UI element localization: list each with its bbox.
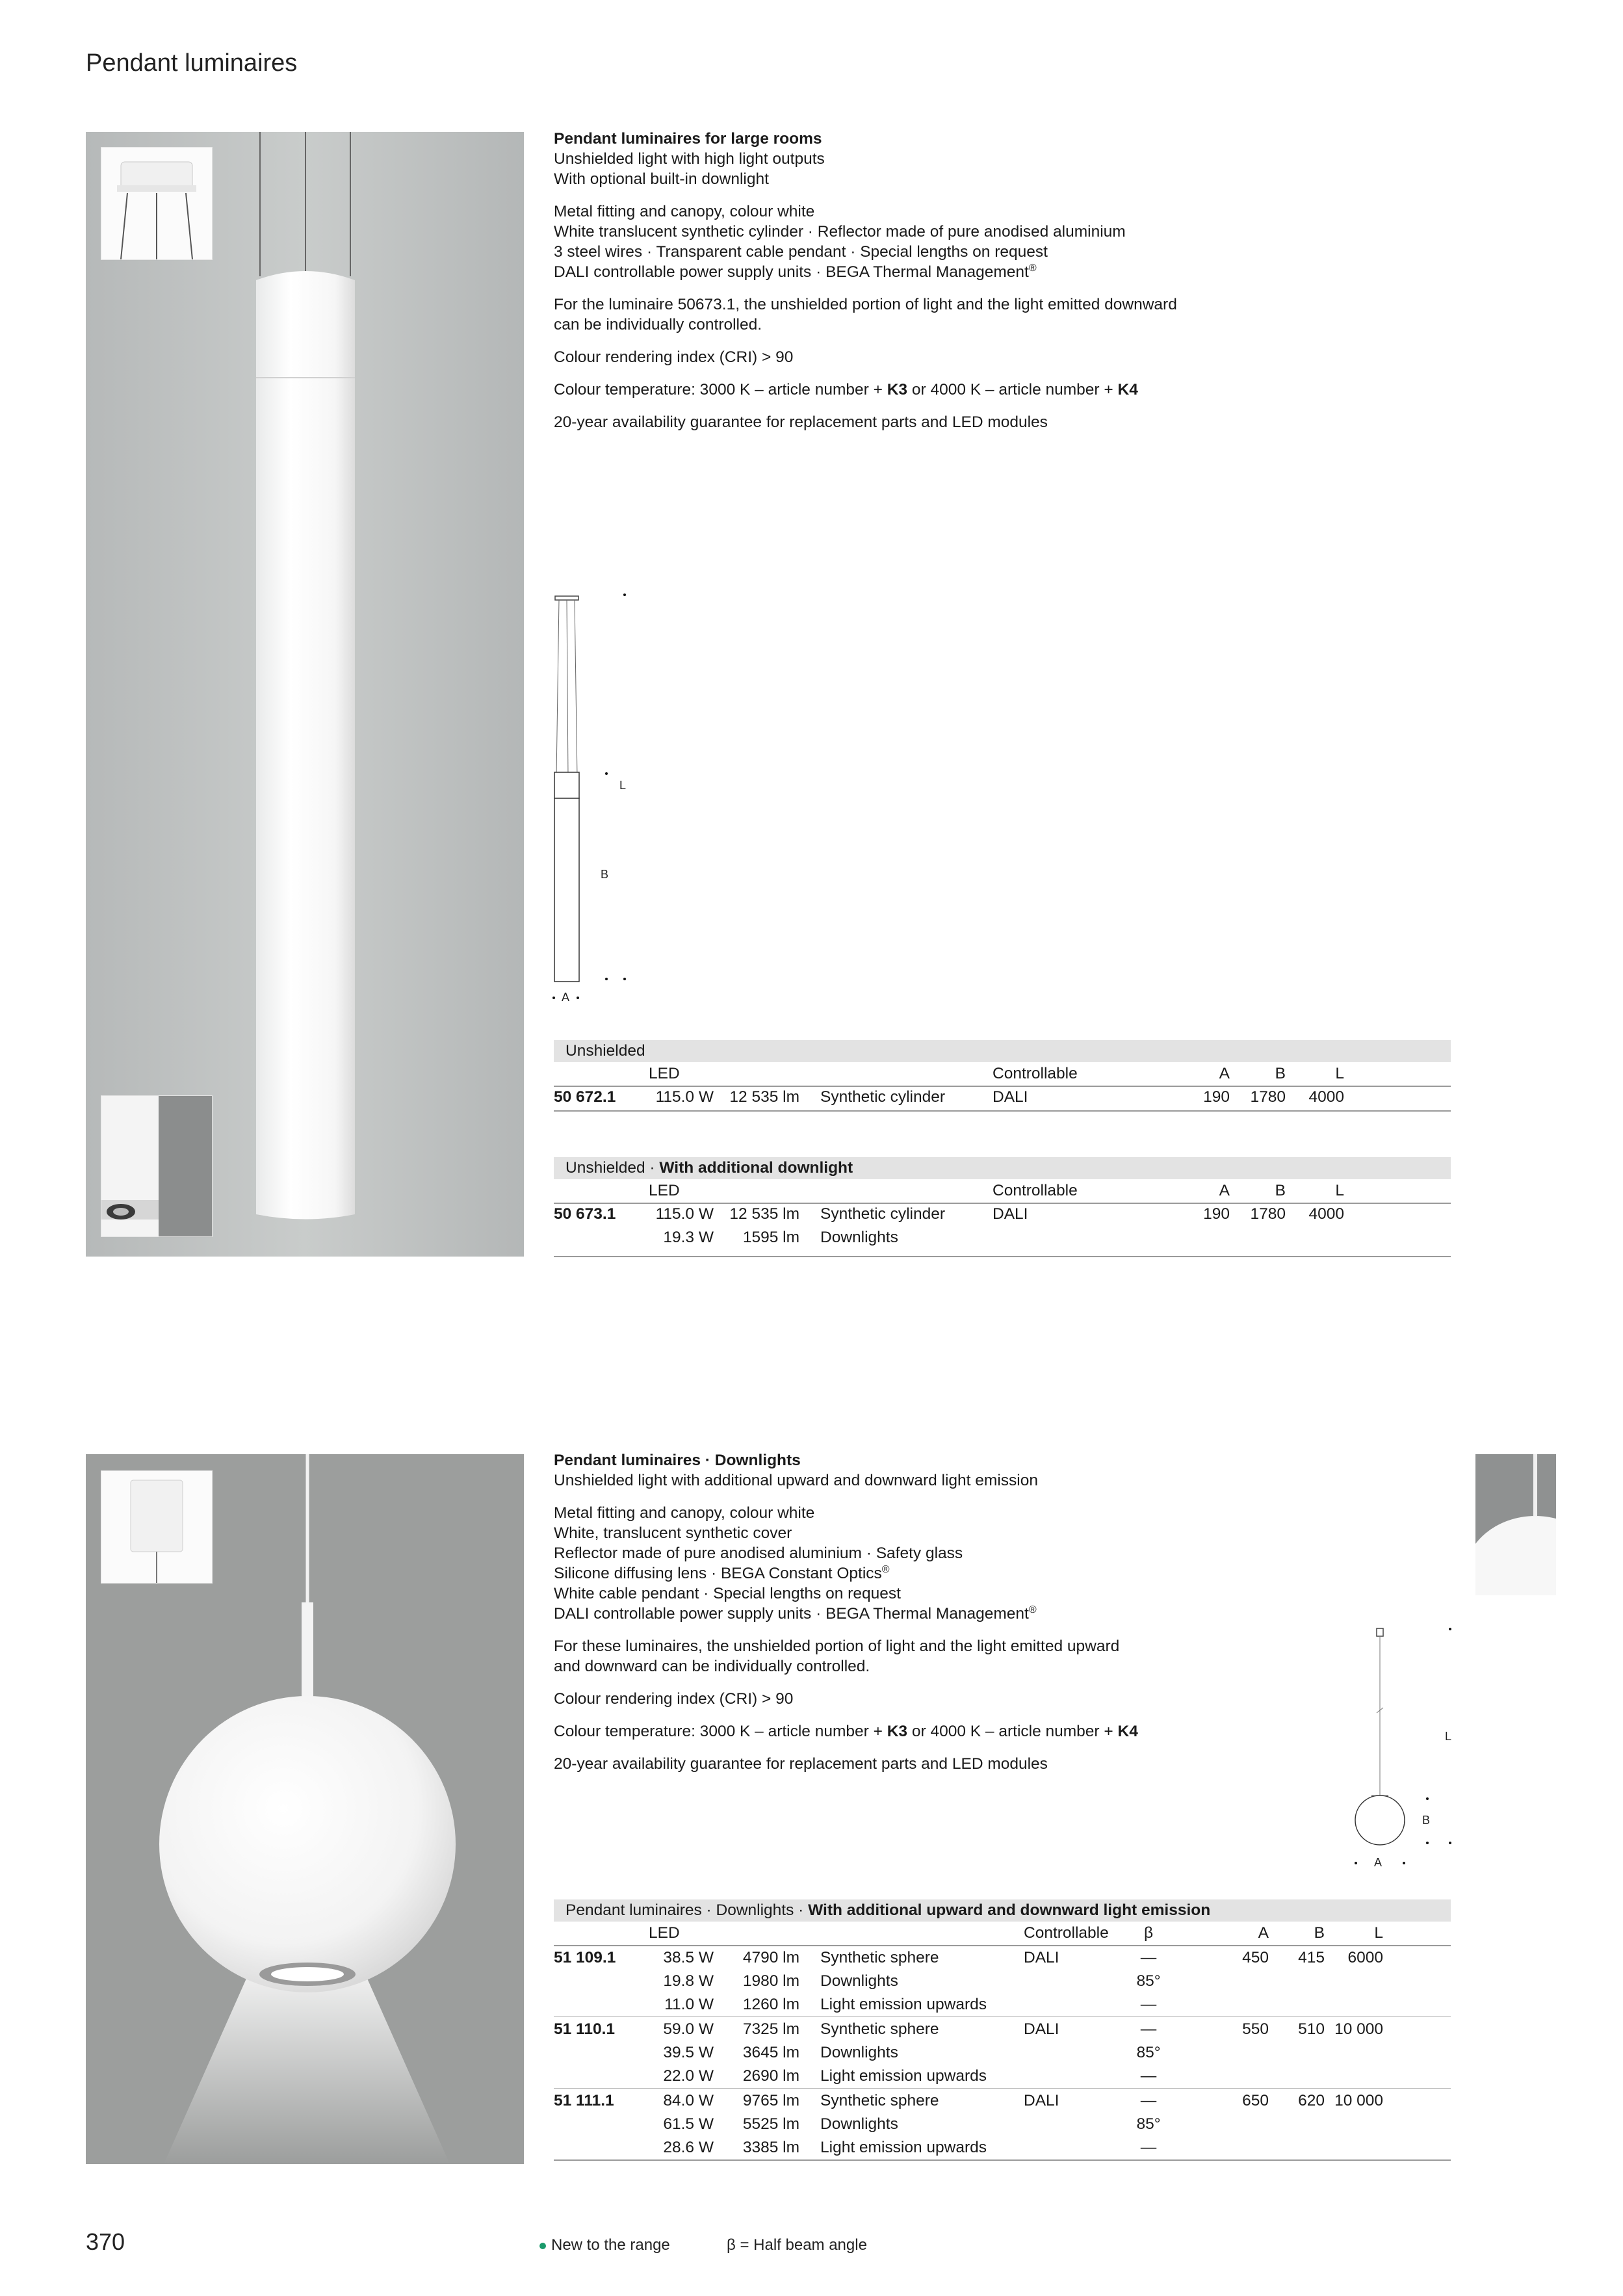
desc-line: For these luminaires, the unshielded portion of light and the light emitted upward — [554, 1637, 1120, 1655]
table-row: 19.8 W 1980 lm Downlights 85° — [663, 1972, 1161, 1990]
dim-label-a: A — [562, 991, 570, 1004]
canopy-detail-image — [101, 1470, 213, 1584]
desc-line: Reflector made of pure anodised aluminium · Safety glass — [554, 1545, 963, 1562]
desc-line: With optional built-in downlight — [554, 170, 769, 188]
product1-heading: Pendant luminaires for large rooms — [554, 130, 822, 148]
legend-beta: β = Half beam angle — [727, 2236, 867, 2254]
registered-mark: ® — [881, 1564, 890, 1575]
table-row: 39.5 W 3645 lm Downlights 85° — [663, 2044, 1161, 2061]
desc-line: Colour rendering index (CRI) > 90 — [554, 1690, 794, 1708]
dim-label-b: B — [1422, 1814, 1431, 1827]
table-divider — [554, 2088, 1451, 2089]
desc-line: Silicone diffusing lens · BEGA Constant Optics — [554, 1565, 882, 1582]
dim-label-a: A — [1374, 1856, 1383, 1869]
canopy-detail-image — [101, 147, 213, 260]
product-photo-cylinder — [86, 132, 524, 1257]
table-unshielded — [554, 1040, 1451, 1109]
dim-marker — [1426, 1797, 1429, 1800]
table-row: 11.0 W 1260 lm Light emission upwards — — [664, 1996, 1157, 2013]
desc-line: White, translucent synthetic cover — [554, 1524, 792, 1542]
desc-line: can be individually controlled. — [554, 316, 762, 333]
desc-line: White cable pendant · Special lengths on request — [554, 1585, 901, 1602]
desc-line: DALI controllable power supply units · BEGA Thermal Management — [554, 1605, 1029, 1623]
dim-label-l: L — [1445, 1730, 1452, 1743]
table-band: Unshielded — [554, 1040, 1451, 1062]
product1-description — [554, 129, 1243, 445]
dim-marker — [577, 997, 579, 999]
registered-mark: ® — [1028, 263, 1037, 274]
desc-line: Unshielded light with additional upward and downward light emission — [554, 1472, 1038, 1489]
desc-line: and downward can be individually controlled. — [554, 1658, 870, 1675]
product2-description — [554, 1450, 1243, 1786]
table-divider — [554, 2016, 1451, 2017]
desc-line: White translucent synthetic cylinder · Reflector made of pure anodised aluminium — [554, 223, 1126, 241]
desc-line: Metal fitting and canopy, colour white — [554, 203, 815, 220]
table-header-row: LED Controllable A B L — [649, 1065, 1344, 1082]
desc-line: 20-year availability guarantee for replacement parts and LED modules — [554, 1755, 1048, 1773]
dim-marker — [1355, 1862, 1357, 1864]
registered-mark: ® — [1028, 1604, 1037, 1615]
dim-label-l: L — [619, 779, 627, 792]
table-row: 22.0 W 2690 lm Light emission upwards — — [663, 2067, 1157, 2085]
dim-label-b: B — [601, 868, 609, 881]
dim-marker — [623, 978, 626, 980]
table-header-row: LED Controllable β A B L — [649, 1924, 1383, 1942]
table-row: 50 672.1 115.0 W 12 535 lm Synthetic cylinder DALI 190 1780 4000 — [554, 1088, 1344, 1106]
desc-line: Metal fitting and canopy, colour white — [554, 1504, 815, 1522]
dim-marker — [1449, 1628, 1451, 1630]
desc-line: For the luminaire 50673.1, the unshielded portion of light and the light emitted downward — [554, 296, 1177, 313]
colour-temperature: Colour temperature: 3000 K – article number + K3 or 4000 K – article number + K4 — [554, 1723, 1138, 1740]
desc-line: Unshielded light with high light outputs — [554, 150, 825, 168]
desc-line: 3 steel wires · Transparent cable pendant · Special lengths on request — [554, 243, 1048, 261]
table-unshielded-downlight — [554, 1157, 1451, 1249]
table-band: Pendant luminaires · Downlights · With additional upward and downward light emission — [554, 1899, 1451, 1922]
desc-line: DALI controllable power supply units · BEGA Thermal Management — [554, 263, 1029, 281]
page-number: 370 — [86, 2228, 125, 2255]
desc-line: Colour rendering index (CRI) > 90 — [554, 348, 794, 366]
table-divider — [554, 2159, 1451, 2161]
colour-temperature: Colour temperature: 3000 K – article number + K3 or 4000 K – article number + K4 — [554, 381, 1138, 398]
dimension-drawing-sphere — [1345, 1622, 1417, 1856]
downlight-detail-image — [101, 1095, 213, 1237]
table-row: 50 673.1 115.0 W 12 535 lm Synthetic cylinder DALI 190 1780 4000 — [554, 1205, 1344, 1223]
dim-marker — [1426, 1842, 1429, 1844]
dim-marker — [605, 978, 608, 980]
table-downlights — [554, 1899, 1451, 2156]
table-band: Unshielded · With additional downlight — [554, 1157, 1451, 1179]
table-row: 51 110.1 59.0 W 7325 lm Synthetic sphere DALI — 550 510 10 000 — [554, 2020, 1383, 2038]
dim-marker — [1403, 1862, 1405, 1864]
table-row: 61.5 W 5525 lm Downlights 85° — [663, 2115, 1161, 2133]
desc-line: 20-year availability guarantee for replacement parts and LED modules — [554, 413, 1048, 431]
sphere-detail-image — [1475, 1454, 1556, 1595]
legend-new: New to the range — [539, 2236, 670, 2254]
dimension-drawing-cylinder — [550, 588, 634, 1004]
product2-heading: Pendant luminaires · Downlights — [554, 1452, 801, 1469]
dim-marker — [605, 772, 608, 775]
dim-marker — [623, 594, 626, 596]
table-row: 19.3 W 1595 lm Downlights — [663, 1229, 898, 1246]
dim-marker — [552, 997, 555, 999]
table-header-row: LED Controllable A B L — [649, 1182, 1344, 1199]
new-dot-icon — [539, 2243, 546, 2249]
dim-marker — [1449, 1842, 1451, 1844]
table-row: 28.6 W 3385 lm Light emission upwards — — [663, 2139, 1157, 2156]
section-title: Pendant luminaires — [86, 49, 298, 77]
table-row: 51 109.1 38.5 W 4790 lm Synthetic sphere DALI — 450 415 6000 — [554, 1949, 1383, 1966]
table-row: 51 111.1 84.0 W 9765 lm Synthetic sphere DALI — 650 620 10 000 — [554, 2092, 1383, 2109]
